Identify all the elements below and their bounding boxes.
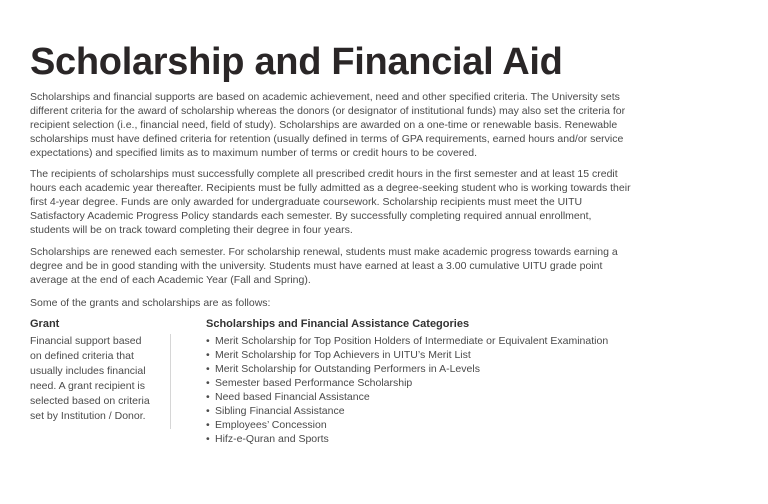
paragraph-eligibility-criteria: Scholarships and financial supports are based on academic achievement, need and other specified criteria. The University sets different criteria for the award of scholarship whereas the donors (or designator of institutional funds) may also set the criteria for recipient selection (i.e., financial need, field of study). Scholarships are awarded on a one-time or renewable basis. Renewable scholarships must have defined criteria for retention (usually defined in terms of GPA requirements, earned hours and/or service expectations) and specified limits as to maximum number of terms or credit hours to be covered. (30, 91, 626, 159)
list-intro-line: Some of the grants and scholarships are as follows: (30, 297, 271, 309)
categories-list (206, 334, 608, 446)
list-item-merit-top-achievers: • Merit Scholarship for Top Achievers in UITU’s Merit List (206, 348, 608, 362)
paragraph-renewal-policy: Scholarships are renewed each semester. For scholarship renewal, students must make academic progress towards earning a degree and be in good standing with the university. Students must have earned at least a 3.00 cumulative UITU grade point average at the end of each Academic Year (Fall and Spring). (30, 246, 618, 286)
list-item-employees-concession: • Employees’ Concession (206, 418, 608, 432)
list-item-semester-performance: • Semester based Performance Scholarship (206, 376, 608, 390)
list-item-need-based: • Need based Financial Assistance (206, 390, 608, 404)
list-item-sibling-assistance: • Sibling Financial Assistance (206, 404, 608, 418)
categories-column (206, 317, 608, 446)
grant-description: Financial support based on defined criteria that usually includes financial need. A grant recipient is selected based on criteria set by Institution / Donor. (30, 335, 150, 422)
list-item-merit-top-position: • Merit Scholarship for Top Position Holders of Intermediate or Equivalent Examination (206, 334, 608, 348)
page-title: Scholarship and Financial Aid (30, 41, 563, 83)
paragraph-recipient-requirements: The recipients of scholarships must successfully complete all prescribed credit hours in the first semester and at least 15 credit hours each academic year thereafter. Recipients must be fully admitted as a degree-seeking student who is working towards their first 4-year degree. Funds are only awarded for undergraduate coursework. Scholarship recipients must meet the UITU Satisfactory Academic Progress Policy standards each semester. By successfully completing required annual enrollment, students will be on track toward completing their degree in four years. (30, 168, 631, 236)
grants-section (30, 317, 738, 446)
list-item-hifz-e-quran-sports: • Hifz-e-Quran and Sports (206, 432, 608, 446)
list-item-merit-a-levels: • Merit Scholarship for Outstanding Performers in A-Levels (206, 362, 608, 376)
grant-heading: Grant (30, 318, 60, 330)
categories-heading: Scholarships and Financial Assistance Categories (206, 318, 470, 330)
column-divider (170, 334, 171, 429)
grant-column (30, 317, 154, 424)
